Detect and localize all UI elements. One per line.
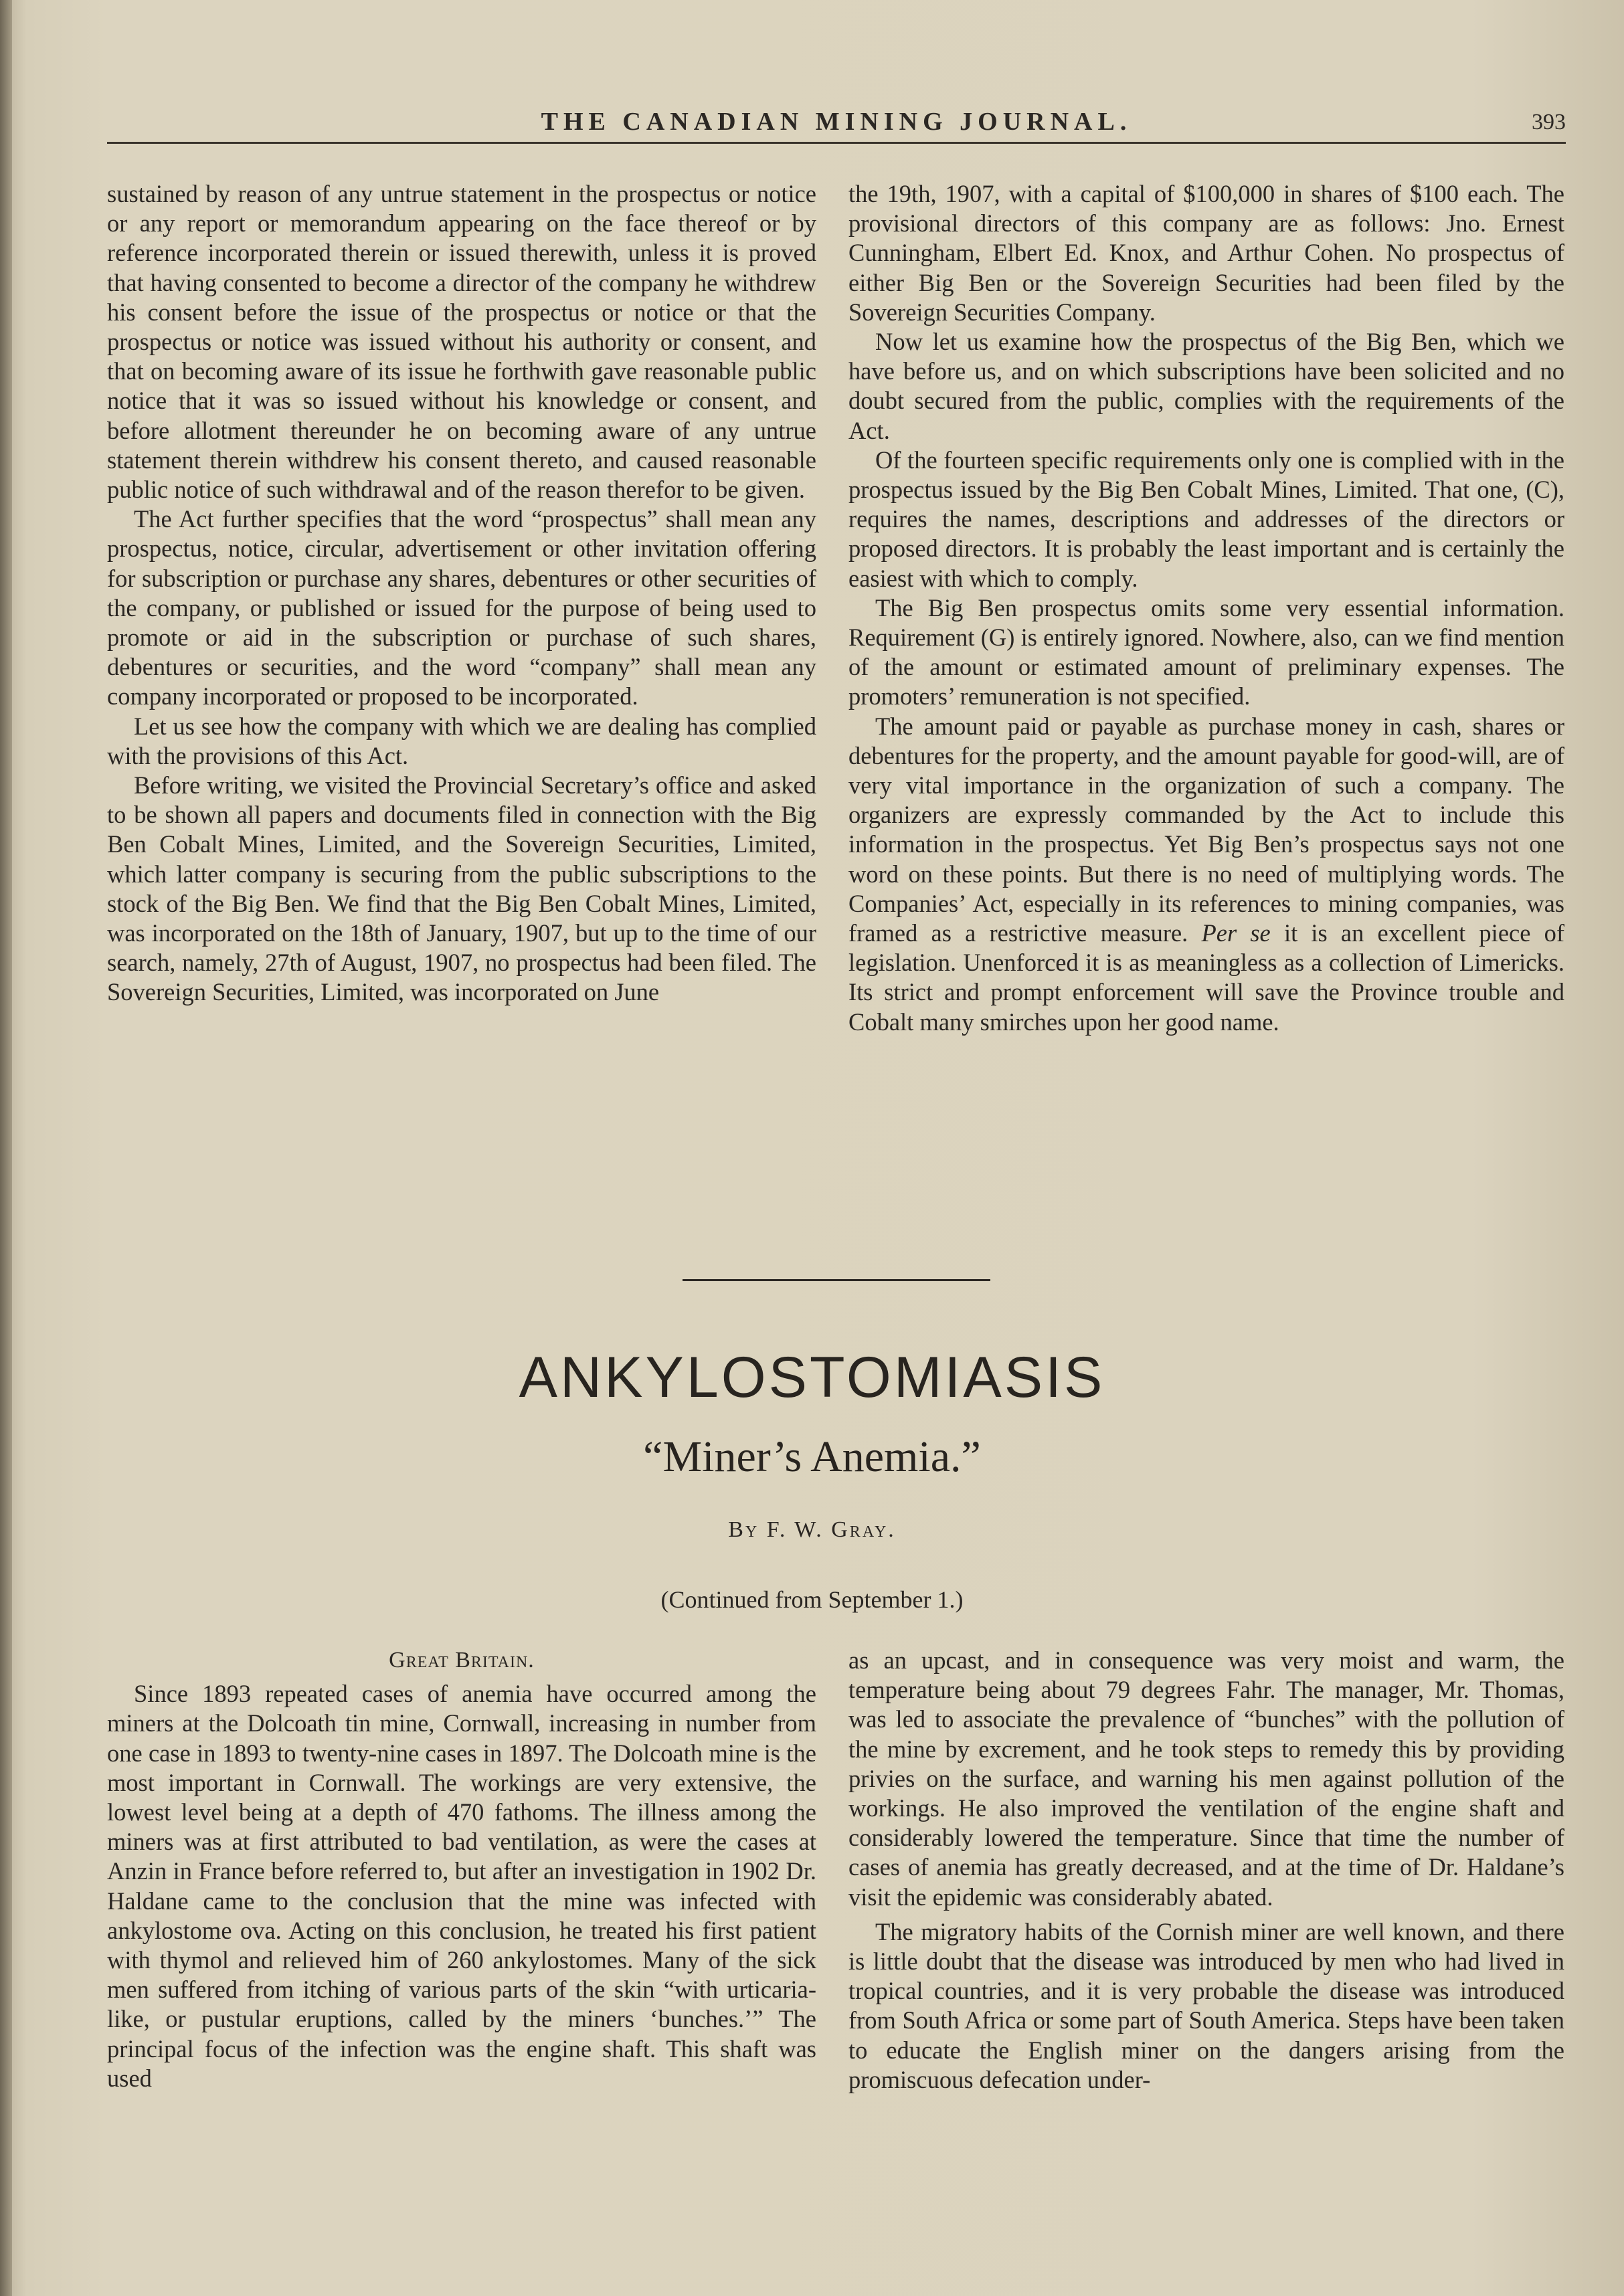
continued-note: (Continued from September 1.): [660, 1586, 964, 1613]
page-binding-edge: [0, 0, 12, 2296]
paragraph: Before writing, we visited the Provincial Secretary’s office and asked to be shown all papers and documents filed in connection with the Big Ben Cobalt Mines, Limited, and the Sovereign Securities, Limited, which latter company is securing from the public subscriptions to the stock of the Big Ben. We find that the Big Ben Cobalt Mines, Limited, was incorporated on the 18th of January, 1907, but up to the time of our search, namely, 27th of August, 1907, no prospectus had been filed. The Sovereign Securities, Limited, was incorporated on June: [107, 771, 816, 1006]
article-title: ANKYLOSTOMIASIS: [519, 1345, 1105, 1410]
paragraph: as an upcast, and in consequence was very moist and warm, the temperature being about 79 degrees Fahr. The manager, Mr. Thomas, was led to associate the prevalence of “bunches” with the pollution of the mine by excrement, and he took steps to remedy this by providing privies on the surface, and warning his men against pollution of the workings. He also improved the ventilation of the engine shaft and considerably lowered the temperature. Since that time the number of cases of anemia has greatly decreased, and at the time of Dr. Haldane’s visit the epidemic was considerably abated.: [848, 1646, 1564, 1911]
paragraph: Let us see how the company with which we are dealing has complied with the provisions of this Act.: [107, 712, 816, 769]
byline: By F. W. Gray.: [728, 1517, 896, 1542]
header-rule: [107, 142, 1566, 144]
paragraph: Now let us examine how the prospectus of the Big Ben, which we have before us, and on which subscriptions have been solicited and no doubt secured from the public, complies with the requirements of the Act.: [848, 328, 1564, 444]
paragraph: Since 1893 repeated cases of anemia have occurred among the miners at the Dolcoath tin mine, Cornwall, increasing in number from one case in 1893 to twenty-nine cases in 1897. The Dolcoath mine is the most important in Cornwall. The workings are very extensive, the lowest level being at a depth of 470 fathoms. The illness among the miners was at first attributed to bad ventilation, as were the cases at Anzin in France before referred to, but after an investigation in 1902 Dr. Haldane came to the conclusion that the mine was infected with ankylostome ova. Acting on this conclusion, he treated his first patient with thymol and relieved him of 260 ankylostomes. Many of the sick men suffered from itching of various parts of the skin “with urticaria-like, or pustular eruptions, called by the miners ‘bunches.’” The principal focus of the infection was the engine shaft. This shaft was used: [107, 1680, 816, 2092]
column-top-right: [848, 179, 1564, 1037]
italic-phrase: Per se: [1201, 919, 1271, 947]
section-heading: Great Britain.: [389, 1648, 535, 1672]
page-header: [107, 100, 1566, 147]
article-subtitle: “Miner’s Anemia.”: [643, 1432, 981, 1481]
paragraph-text: it is an excellent piece of legislation. Unenforced it is as meaningless as a collection of Limericks. Its strict and prompt enforcement will save the Province trouble and Cobalt many smirches upon her good name.: [848, 919, 1564, 1036]
paragraph: The Big Ben prospectus omits some very essential information. Requirement (G) is entirely ignored. Nowhere, also, can we find mention of the amount or estimated amount of preliminary expenses. The promoters’ remuneration is not specified.: [848, 593, 1564, 710]
page-number: 393: [1532, 110, 1566, 134]
column-bottom-right: [848, 1646, 1564, 2095]
section-divider: [683, 1279, 990, 1281]
paragraph: Of the fourteen specific requirements only one is complied with in the prospectus issued by the Big Ben Cobalt Mines, Limited. That one, (C), requires the names, descriptions and addresses of the directors or proposed directors. It is probably the least important and is certainly the easiest with which to comply.: [848, 446, 1564, 592]
paragraph: The Act further specifies that the word “prospectus” shall mean any prospectus, notice, circular, advertisement or other invitation offering for subscription or purchase any shares, debentures or other securities of the company, or published or issued for the purpose of being used to promote or aid in the subscription or purchase of such shares, debentures or securities, and the word “company” shall mean any company incorporated or proposed to be incorporated.: [107, 505, 816, 710]
paragraph: the 19th, 1907, with a capital of $100,000 in shares of $100 each. The provisional directors of this company are as follows: Jno. Ernest Cunningham, Elbert Ed. Knox, and Arthur Cohen. No prospectus of either Big Ben or the Sovereign Securities had been filed by the Sovereign Securities Company.: [848, 180, 1564, 326]
paragraph: [848, 712, 1564, 1037]
paragraph: The migratory habits of the Cornish miner are well known, and there is little doubt that the disease was introduced by men who had lived in tropical countries, and it is very probable the disease was introduced from South Africa or some part of South America. Steps have been taken to educate the English miner on the dangers arising from the promiscuous defecation under-: [848, 1917, 1564, 2093]
paragraph-text: The amount paid or payable as purchase money in cash, shares or debentures for the property, and the amount payable for good-will, are of very vital importance in the organization of such a company. The organizers are expressly commanded by the Act to include this information in the prospectus. Yet Big Ben’s prospectus says not one word on these points. But there is no need of multiplying words. The Companies’ Act, especially in its references to mining companies, was framed as a restrictive measure.: [848, 712, 1564, 947]
running-head: THE CANADIAN MINING JOURNAL.: [541, 108, 1132, 136]
column-top-left: [107, 179, 816, 1008]
paragraph: sustained by reason of any untrue statement in the prospectus or notice or any report or memorandum appearing on the face thereof or by reference incorporated therein or issued therewith, unless it is proved that having consented to become a director of the company he withdrew his consent before the issue of the prospectus or notice or that the prospectus or notice was issued without his authority or consent, and that on becoming aware of its issue he forthwith gave reasonable public notice that it was so issued without his knowledge or consent, and before allotment thereunder he on becoming aware of any untrue statement therein withdrew his consent thereto, and caused reasonable public notice of such withdrawal and of the reason therefor to be given.: [107, 180, 816, 504]
column-bottom-left: [107, 1646, 816, 2093]
